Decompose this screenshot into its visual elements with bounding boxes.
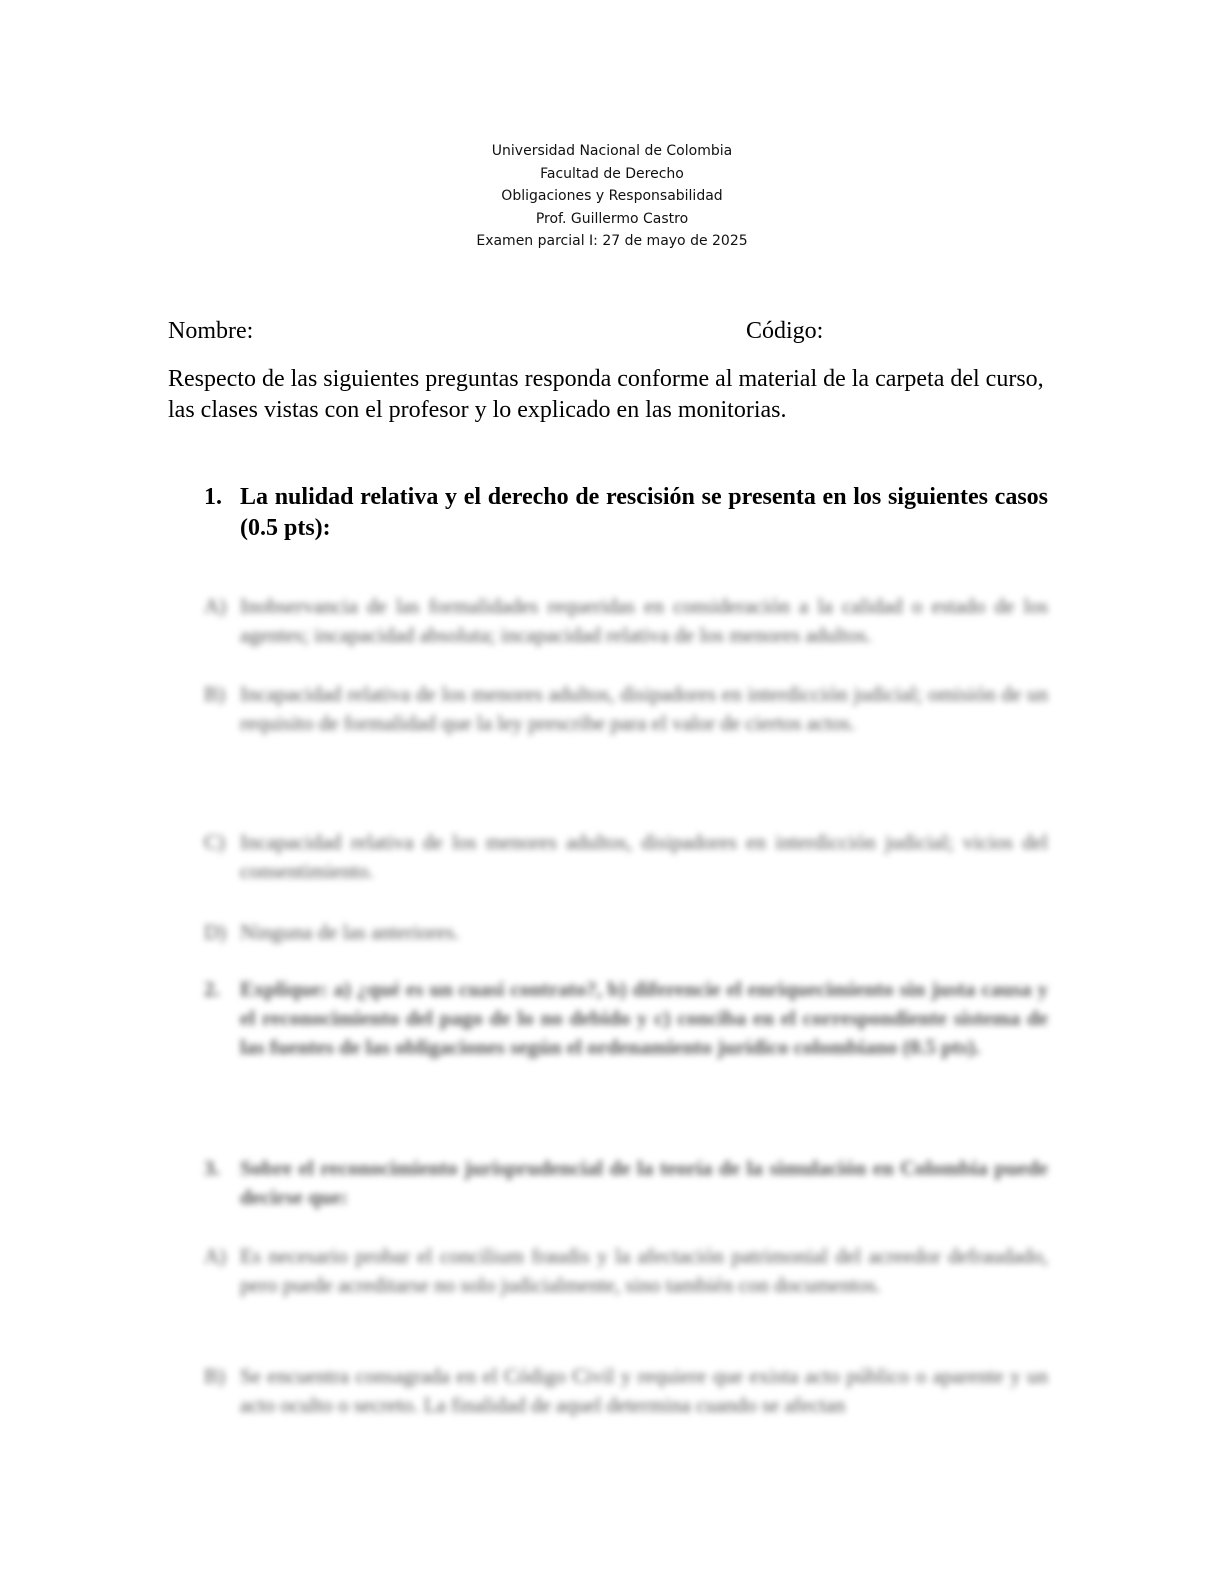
question-number: 1. — [204, 484, 222, 510]
question-3 — [204, 1154, 1048, 1212]
question-1-option-c — [204, 828, 1048, 886]
faculty-name: Facultad de Derecho — [540, 165, 684, 182]
question-2 — [204, 975, 1048, 1062]
question-1-option-a — [204, 592, 1048, 650]
question-3-option-b — [204, 1362, 1048, 1420]
option-label: B) — [204, 1364, 225, 1388]
option-text: Ninguna de las anteriores. — [240, 920, 460, 944]
university-name: Universidad Nacional de Colombia — [491, 143, 733, 159]
question-text: La nulidad relativa y el derecho de rescisión se presenta en los siguientes casos (0.5 pts): — [240, 484, 1048, 541]
question-1-option-b — [204, 680, 1048, 738]
option-label: D) — [204, 920, 227, 944]
option-text: Incapacidad relativa de los menores adultos, disipadores en interdicción judicial; vicios del consentimiento. — [240, 830, 1048, 883]
question-number: 3. — [204, 1156, 220, 1180]
question-text: Sobre el reconocimiento jurisprudencial de la teoría de la simulación en Colombia puede decirse que: — [240, 1156, 1048, 1209]
question-3-option-a — [204, 1242, 1048, 1300]
question-text: Explique: a) ¿qué es un cuasi contrato?, b) diferencie el enriquecimiento sin justa causa y el reconocimiento del pago de lo no debido y c) conciba en el correspondiente sistema de las fuentes de las obligaciones según el ordenamiento jurídico colombiano (0.5 pts). — [240, 977, 1048, 1059]
option-text: Inobservancia de las formalidades requeridas en consideración a la calidad o estado de los agentes; incapacidad absoluta; incapacidad relativa de los menores adultos. — [240, 594, 1048, 647]
instructions: Respecto de las siguientes preguntas responda conforme al material de la carpeta del curso, las clases vistas con el profesor y lo explicado en las monitorias. — [168, 366, 1044, 423]
option-text: Se encuentra consagrada en el Código Civil y requiere que exista acto público o aparente y un acto oculto o secreto. La finalidad de aquel determina cuando se afectan — [240, 1364, 1048, 1417]
student-info-row — [168, 318, 1048, 345]
question-number: 2. — [204, 977, 220, 1001]
question-1 — [204, 482, 1048, 544]
course-name: Obligaciones y Responsabilidad — [501, 188, 723, 204]
professor-name: Prof. Guillermo Castro — [535, 210, 689, 227]
option-label: A) — [204, 1244, 227, 1268]
option-label: A) — [204, 594, 227, 618]
exam-title: Examen parcial I: 27 de mayo de 2025 — [476, 233, 748, 249]
exam-header — [0, 140, 1224, 253]
question-1-option-d — [204, 918, 1048, 947]
option-label: C) — [204, 830, 225, 854]
option-label: B) — [204, 682, 225, 706]
name-label: Nombre: — [168, 318, 254, 344]
option-text: Es necesario probar el concilium fraudis y la afectación patrimonial del acreedor defraudado, pero puede acreditarse no solo judicialmente, sino también con documentos. — [240, 1244, 1048, 1297]
option-text: Incapacidad relativa de los menores adultos, disipadores en interdicción judicial; omisión de un requisito de formalidad que la ley prescribe para el valor de ciertos actos. — [240, 682, 1048, 735]
code-label: Código: — [746, 318, 824, 344]
